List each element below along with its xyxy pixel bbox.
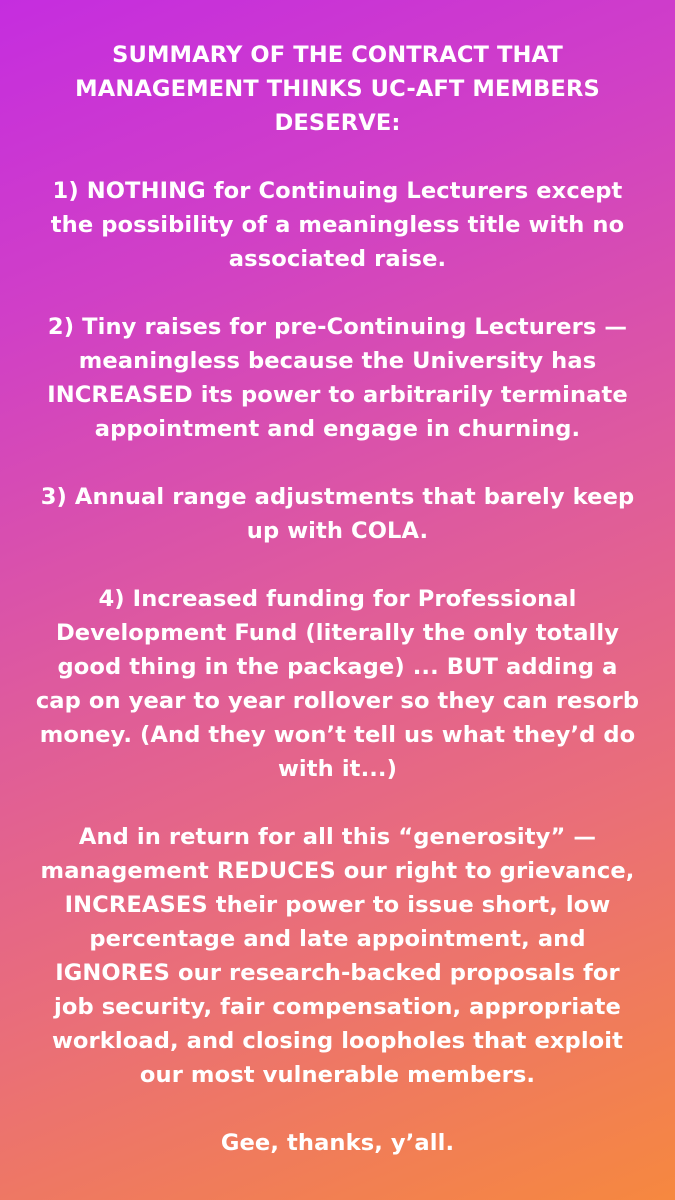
list-item: 4) Increased funding for Professional Development Fund (literally the only totally good thing in the package) ... BUT adding a cap on year to year rollover so they can resorb money. (And they won’t tell us what they’d do with it...) bbox=[35, 586, 640, 782]
list-item: 3) Annual range adjustments that barely keep up with COLA. bbox=[40, 484, 635, 544]
post-signoff: Gee, thanks, y’all. bbox=[220, 1130, 455, 1156]
post-conclusion: And in return for all this “generosity” — management REDUCES our right to grievance, INCREASES their power to issue short, low percentage and late appointment, and IGNORES our research-backed proposals for job security, fair compensation, appropriate workload, and closing loopholes that exploit our most vulnerable members. bbox=[40, 824, 635, 1088]
list-item: 2) Tiny raises for pre-Continuing Lecturers — meaningless because the University has INCREASED its power to arbitrarily terminate appointment and engage in churning. bbox=[47, 314, 628, 442]
list-item: 1) NOTHING for Continuing Lecturers except the possibility of a meaningless title with no associated raise. bbox=[50, 178, 625, 272]
post-heading: SUMMARY OF THE CONTRACT THAT MANAGEMENT THINKS UC-AFT MEMBERS DESERVE: bbox=[75, 42, 600, 136]
